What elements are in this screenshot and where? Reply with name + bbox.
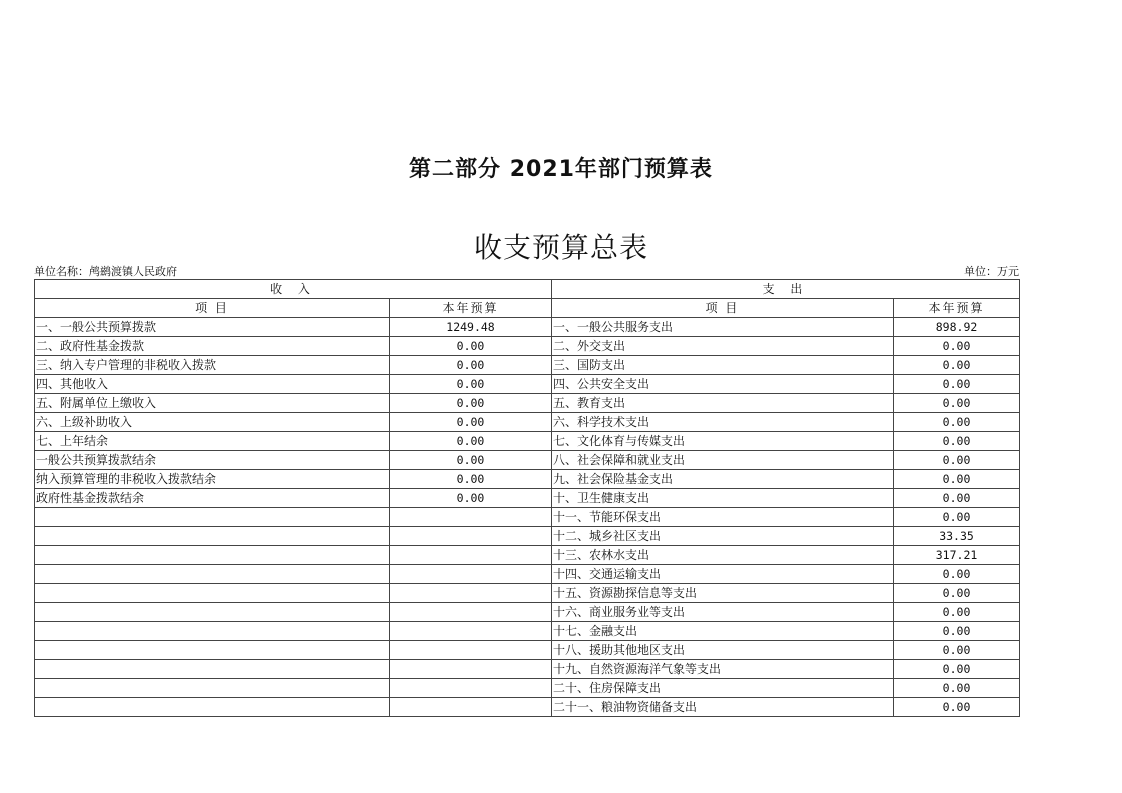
income-value-cell: 0.00 <box>390 375 552 394</box>
expense-value-cell: 0.00 <box>894 584 1020 603</box>
expense-item-cell: 八、社会保障和就业支出 <box>552 451 894 470</box>
expense-value-cell: 0.00 <box>894 394 1020 413</box>
income-item-cell <box>35 622 390 641</box>
table-row <box>35 432 1020 451</box>
expense-value-cell: 317.21 <box>894 546 1020 565</box>
income-item-cell: 一、一般公共预算拨款 <box>35 318 390 337</box>
expense-item-cell: 三、国防支出 <box>552 356 894 375</box>
expense-item-cell: 二十、住房保障支出 <box>552 679 894 698</box>
table-row <box>35 375 1020 394</box>
expense-value-cell: 0.00 <box>894 451 1020 470</box>
income-item-cell: 六、上级补助收入 <box>35 413 390 432</box>
income-value-cell <box>390 565 552 584</box>
expense-item-cell: 二、外交支出 <box>552 337 894 356</box>
income-item-cell: 五、附属单位上缴收入 <box>35 394 390 413</box>
income-value-cell: 0.00 <box>390 432 552 451</box>
table-row <box>35 546 1020 565</box>
table-row <box>35 394 1020 413</box>
income-item-cell <box>35 660 390 679</box>
income-item-cell <box>35 565 390 584</box>
income-item-cell <box>35 698 390 717</box>
expense-item-cell: 十三、农林水支出 <box>552 546 894 565</box>
income-item-cell <box>35 508 390 527</box>
expense-item-cell: 十二、城乡社区支出 <box>552 527 894 546</box>
income-item-cell <box>35 603 390 622</box>
expense-value-cell: 0.00 <box>894 660 1020 679</box>
expense-value-cell: 0.00 <box>894 413 1020 432</box>
expense-value-cell: 0.00 <box>894 337 1020 356</box>
expense-item-cell: 六、科学技术支出 <box>552 413 894 432</box>
income-value-cell <box>390 641 552 660</box>
expense-value-cell: 0.00 <box>894 375 1020 394</box>
expense-item-cell: 十一、节能环保支出 <box>552 508 894 527</box>
expense-item-cell: 七、文化体育与传媒支出 <box>552 432 894 451</box>
table-row <box>35 698 1020 717</box>
table-row <box>35 508 1020 527</box>
income-item-cell <box>35 527 390 546</box>
table-row <box>35 622 1020 641</box>
expense-item-cell: 十八、援助其他地区支出 <box>552 641 894 660</box>
expense-value-cell: 0.00 <box>894 698 1020 717</box>
expense-item-cell: 十、卫生健康支出 <box>552 489 894 508</box>
expense-value-cell: 0.00 <box>894 489 1020 508</box>
expense-value-cell: 0.00 <box>894 641 1020 660</box>
table-title: 收支预算总表 <box>473 231 648 264</box>
income-item-cell <box>35 641 390 660</box>
income-value-cell <box>390 698 552 717</box>
table-row <box>35 318 1020 337</box>
expense-value-cell: 0.00 <box>894 603 1020 622</box>
expense-item-cell: 十五、资源勘探信息等支出 <box>552 584 894 603</box>
section-title: 第二部分 2021年部门预算表 <box>409 157 713 182</box>
expense-value-cell: 0.00 <box>894 432 1020 451</box>
income-value-cell <box>390 527 552 546</box>
income-item-cell <box>35 679 390 698</box>
income-value-cell <box>390 660 552 679</box>
expense-value-cell: 0.00 <box>894 356 1020 375</box>
expense-item-header: 项 目 <box>552 299 894 318</box>
table-row <box>35 489 1020 508</box>
income-item-cell: 二、政府性基金拨款 <box>35 337 390 356</box>
expense-budget-header: 本年预算 <box>894 299 1020 318</box>
expense-item-cell: 十九、自然资源海洋气象等支出 <box>552 660 894 679</box>
income-value-cell: 0.00 <box>390 470 552 489</box>
expense-value-cell: 0.00 <box>894 679 1020 698</box>
expense-item-cell: 五、教育支出 <box>552 394 894 413</box>
header-group-row <box>35 280 1020 299</box>
income-item-header: 项 目 <box>35 299 390 318</box>
expense-item-cell: 十六、商业服务业等支出 <box>552 603 894 622</box>
income-item-cell: 四、其他收入 <box>35 375 390 394</box>
income-value-cell <box>390 584 552 603</box>
income-value-cell <box>390 603 552 622</box>
income-header: 收 入 <box>35 280 552 299</box>
income-value-cell: 1249.48 <box>390 318 552 337</box>
income-budget-header: 本年预算 <box>390 299 552 318</box>
table-row <box>35 356 1020 375</box>
table-row <box>35 565 1020 584</box>
income-item-cell: 纳入预算管理的非税收入拨款结余 <box>35 470 390 489</box>
income-item-cell: 一般公共预算拨款结余 <box>35 451 390 470</box>
table-row <box>35 584 1020 603</box>
expense-value-cell: 0.00 <box>894 470 1020 489</box>
expense-item-cell: 一、一般公共服务支出 <box>552 318 894 337</box>
expense-item-cell: 二十一、粮油物资储备支出 <box>552 698 894 717</box>
income-item-cell: 政府性基金拨款结余 <box>35 489 390 508</box>
income-value-cell: 0.00 <box>390 413 552 432</box>
header-sub-row <box>35 299 1020 318</box>
income-value-cell <box>390 622 552 641</box>
income-value-cell: 0.00 <box>390 451 552 470</box>
income-value-cell: 0.00 <box>390 489 552 508</box>
table-row <box>35 413 1020 432</box>
budget-table <box>34 279 1020 717</box>
table-row <box>35 679 1020 698</box>
table-row <box>35 470 1020 489</box>
table-row <box>35 641 1020 660</box>
unit-name: 单位名称：鸬鹚渡镇人民政府 <box>34 265 177 278</box>
income-value-cell: 0.00 <box>390 356 552 375</box>
table-row <box>35 660 1020 679</box>
income-value-cell <box>390 679 552 698</box>
table-row <box>35 337 1020 356</box>
expense-item-cell: 四、公共安全支出 <box>552 375 894 394</box>
income-item-cell: 七、上年结余 <box>35 432 390 451</box>
income-value-cell: 0.00 <box>390 337 552 356</box>
expense-value-cell: 0.00 <box>894 622 1020 641</box>
expense-item-cell: 十四、交通运输支出 <box>552 565 894 584</box>
unit-label: 单位：万元 <box>964 265 1019 278</box>
income-item-cell <box>35 584 390 603</box>
table-row <box>35 451 1020 470</box>
income-value-cell: 0.00 <box>390 394 552 413</box>
expense-value-cell: 33.35 <box>894 527 1020 546</box>
income-value-cell <box>390 508 552 527</box>
income-item-cell <box>35 546 390 565</box>
table-row <box>35 603 1020 622</box>
expense-value-cell: 0.00 <box>894 565 1020 584</box>
table-row <box>35 527 1020 546</box>
expense-item-cell: 九、社会保险基金支出 <box>552 470 894 489</box>
expense-item-cell: 十七、金融支出 <box>552 622 894 641</box>
expense-header: 支 出 <box>552 280 1020 299</box>
income-value-cell <box>390 546 552 565</box>
expense-value-cell: 898.92 <box>894 318 1020 337</box>
expense-value-cell: 0.00 <box>894 508 1020 527</box>
income-item-cell: 三、纳入专户管理的非税收入拨款 <box>35 356 390 375</box>
